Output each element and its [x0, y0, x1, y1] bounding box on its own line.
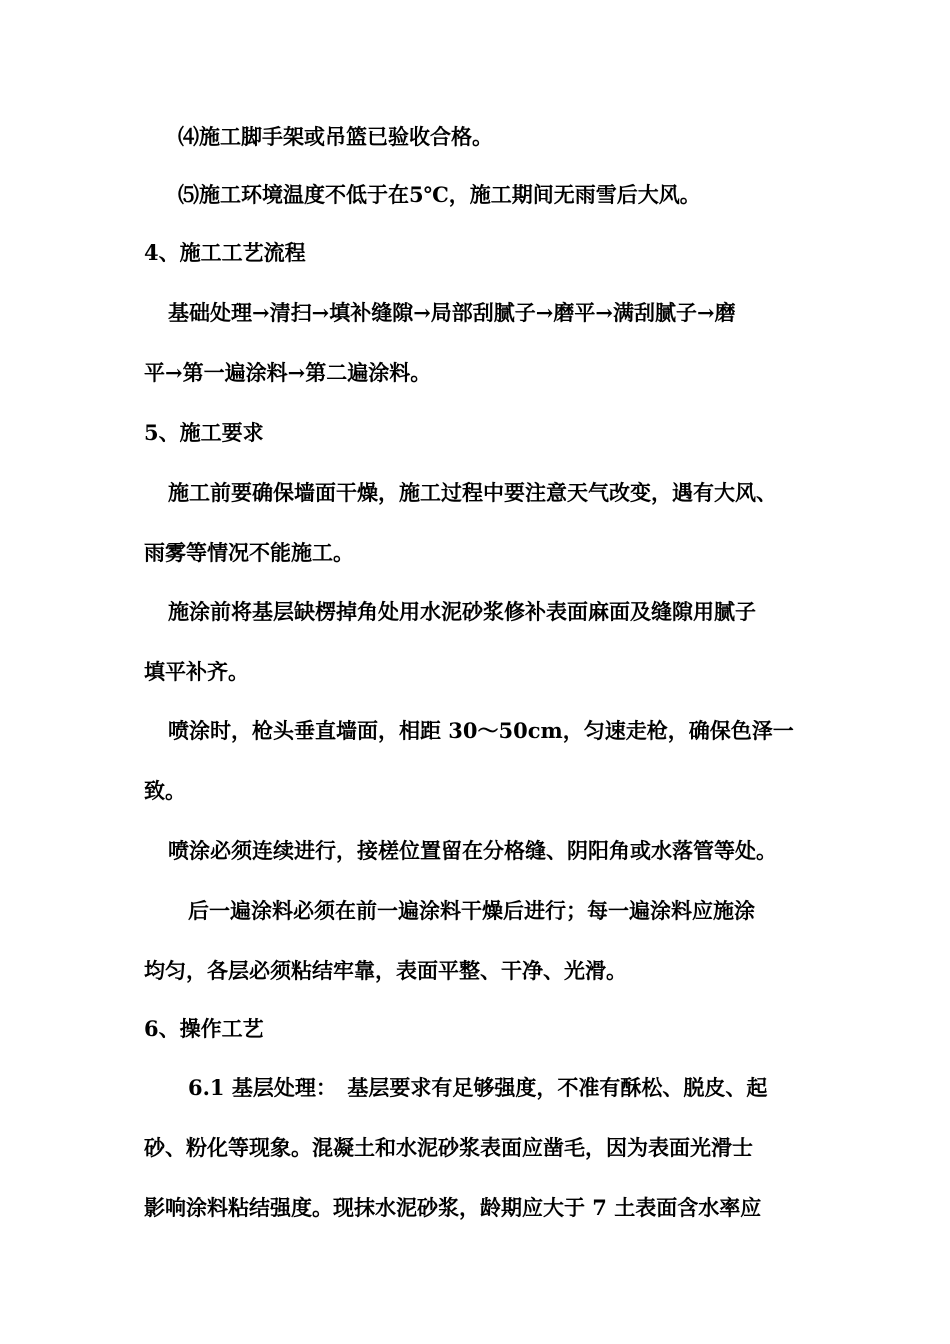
paragraph-line: 砂、粉化等现象。混凝土和水泥砂浆表面应凿毛，因为表面光滑士	[144, 1135, 753, 1160]
paragraph-line: 致。	[144, 778, 186, 803]
paragraph-line: 影响涂料粘结强度。现抹水泥砂浆，龄期应大于 7 土表面含水率应	[144, 1195, 762, 1220]
list-item-5: ⑸施工环境温度不低于在5℃，施工期间无雨雪后大风。	[178, 182, 701, 207]
paragraph-line: 雨雾等情况不能施工。	[144, 540, 354, 565]
paragraph-line: 喷涂时，枪头垂直墙面，相距 30～50cm，匀速走枪，确保色泽一	[168, 718, 794, 743]
list-item-4: ⑷施工脚手架或吊篮已验收合格。	[178, 124, 493, 149]
section-heading-6: 6、操作工艺	[144, 1016, 264, 1041]
paragraph-line: 6.1 基层处理： 基层要求有足够强度，不准有酥松、脱皮、起	[188, 1075, 768, 1100]
section-heading-4: 4、施工工艺流程	[144, 240, 306, 265]
section-heading-5: 5、施工要求	[144, 420, 264, 445]
paragraph-line: 喷涂必须连续进行，接槎位置留在分格缝、阴阳角或水落管等处。	[168, 838, 777, 863]
paragraph-line: 基础处理→清扫→填补缝隙→局部刮腻子→磨平→满刮腻子→磨	[168, 300, 736, 325]
paragraph-line: 平→第一遍涂料→第二遍涂料。	[144, 360, 432, 385]
paragraph-line: 施工前要确保墙面干燥，施工过程中要注意天气改变，遇有大风、	[168, 480, 777, 505]
paragraph-line: 均匀，各层必须粘结牢靠，表面平整、干净、光滑。	[144, 958, 627, 983]
paragraph-line: 施涂前将基层缺楞掉角处用水泥砂浆修补表面麻面及缝隙用腻子	[168, 599, 756, 624]
paragraph-line: 填平补齐。	[144, 659, 249, 684]
paragraph-line: 后一遍涂料必须在前一遍涂料干燥后进行；每一遍涂料应施涂	[188, 898, 755, 923]
